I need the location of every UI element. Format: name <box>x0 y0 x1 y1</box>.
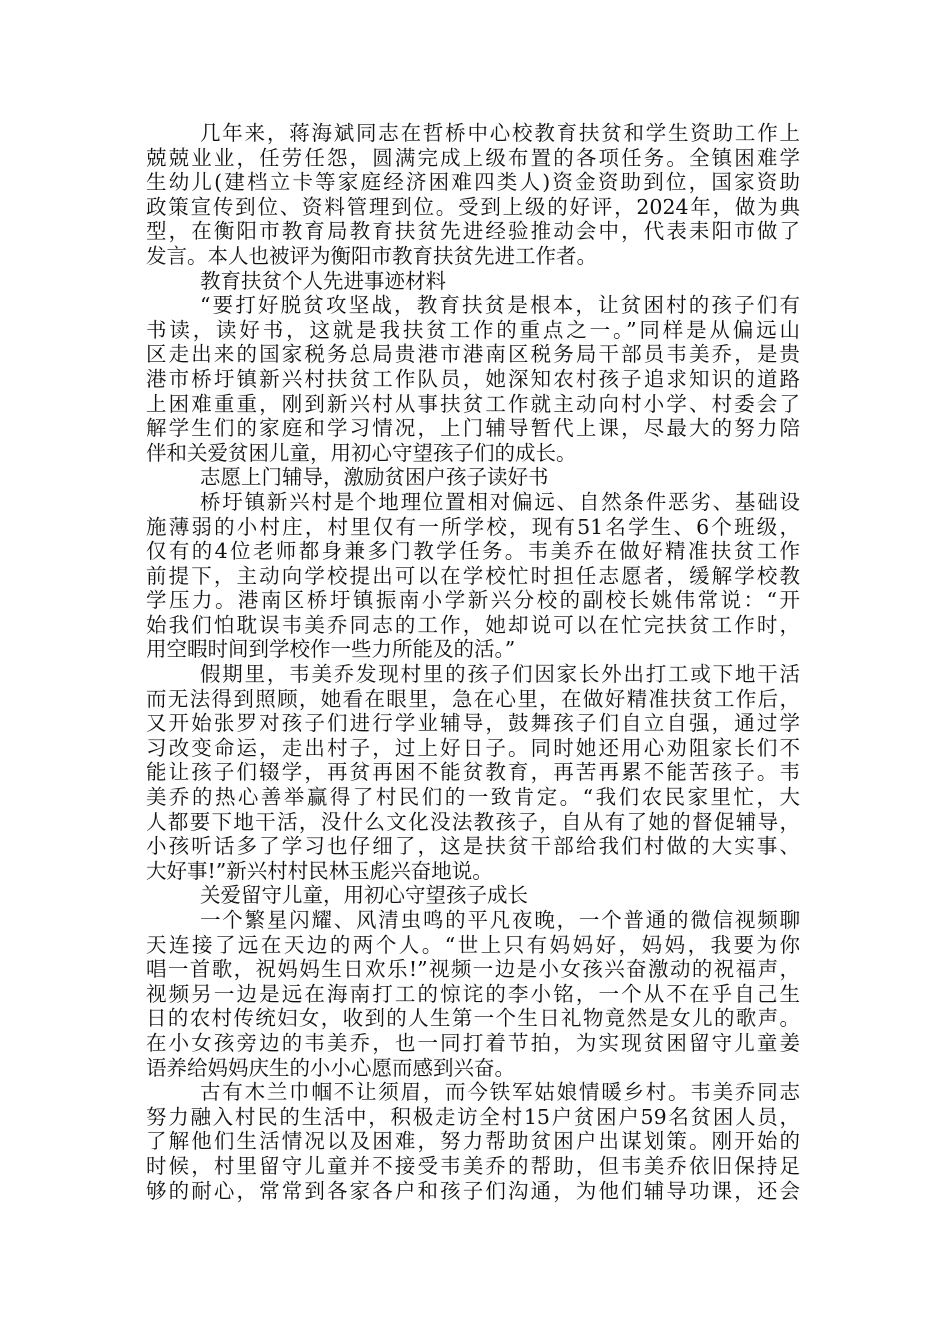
text-line: 兢兢业业，任劳任怨，圆满完成上级布置的各项任务。全镇困难学 <box>146 145 800 170</box>
text-line: 学压力。港南区桥圩镇振南小学新兴分校的副校长姚伟常说：“开 <box>146 588 800 613</box>
text-line: 一个繁星闪耀、风清虫鸣的平凡夜晚，一个普通的微信视频聊 <box>200 908 800 932</box>
text-line: 天连接了远在天边的两个人。“世上只有妈妈好，妈妈，我要为你 <box>146 932 800 957</box>
text-line: 桥圩镇新兴村是个地理位置相对偏远、自然条件恶劣、基础设 <box>200 489 800 514</box>
text-line: 始我们怕耽误韦美乔同志的工作，她却说可以在忙完扶贫工作时， <box>146 612 800 637</box>
text-line: 美乔的热心善举赢得了村民们的一致肯定。“我们农民家里忙，大 <box>146 785 800 810</box>
document-body <box>146 121 800 1203</box>
text-line: 区走出来的国家税务总局贵港市港南区税务局干部员韦美乔，是贵 <box>146 342 800 367</box>
text-line: 了解他们生活情况以及困难，努力帮助贫困户出谋划策。刚开始的 <box>146 1129 800 1154</box>
text-line: 前提下，主动向学校提出可以在学校忙时担任志愿者，缓解学校教 <box>146 563 800 588</box>
text-line: 大好事!”新兴村村民林玉彪兴奋地说。 <box>146 858 493 883</box>
text-line: 型，在衡阳市教育局教育扶贫先进经验推动会中，代表耒阳市做了 <box>146 219 800 244</box>
text-line: 假期里，韦美乔发现村里的孩子们因家长外出打工或下地干活 <box>200 662 800 687</box>
text-line: 努力融入村民的生活中，积极走访全村15户贫困户59名贫困人员， <box>146 1104 800 1129</box>
text-line: 能让孩子们辍学，再贫再困不能贫教育，再苦再累不能苦孩子。韦 <box>146 760 800 785</box>
text-line: 仅有的4位老师都身兼多门教学任务。韦美乔在做好精准扶贫工作 <box>146 539 800 564</box>
text-line: 生幼儿(建档立卡等家庭经济困难四类人)资金资助到位，国家资助 <box>146 170 800 195</box>
text-line: 小孩听话多了学习也仔细了，这是扶贫干部给我们村做的大实事、 <box>146 834 800 859</box>
text-line: 语养给妈妈庆生的小小心愿而感到兴奋。 <box>146 1055 515 1080</box>
text-line: 关爱留守儿童，用初心守望孩子成长 <box>200 883 528 908</box>
text-line: 唱一首歌，祝妈妈生日欢乐!”视频一边是小女孩兴奋激动的祝福声， <box>146 957 800 982</box>
text-line: 古有木兰巾帼不让须眉，而今铁军姑娘情暖乡村。韦美乔同志 <box>200 1080 800 1105</box>
text-line: 解学生们的家庭和学习情况，上门辅导暂代上课，尽最大的努力陪 <box>146 416 800 441</box>
text-line: 而无法得到照顾，她看在眼里，急在心里，在做好精准扶贫工作后， <box>146 686 800 711</box>
text-line: 人都要下地干活，没什么文化没法教孩子，自从有了她的督促辅导， <box>146 809 800 834</box>
text-line: “要打好脱贫攻坚战，教育扶贫是根本，让贫困村的孩子们有 <box>200 293 800 318</box>
text-line: 视频另一边是远在海南打工的惊诧的李小铭，一个从不在乎自己生 <box>146 981 800 1006</box>
text-line: 教育扶贫个人先进事迹材料 <box>200 268 446 293</box>
text-line: 发言。本人也被评为衡阳市教育扶贫先进工作者。 <box>146 243 597 268</box>
text-line: 用空暇时间到学校作一些力所能及的活。” <box>146 637 516 662</box>
text-line: 在小女孩旁边的韦美乔，也一同打着节拍，为实现贫困留守儿童姜 <box>146 1030 800 1055</box>
text-line: 上困难重重，刚到新兴村从事扶贫工作就主动向村小学、村委会了 <box>146 391 800 416</box>
text-line: 政策宣传到位、资料管理到位。受到上级的好评，2024年，做为典 <box>146 194 800 219</box>
text-line: 施薄弱的小村庄，村里仅有一所学校，现有51名学生、6个班级， <box>146 514 800 539</box>
text-line: 日的农村传统妇女，收到的人生第一个生日礼物竟然是女儿的歌声。 <box>146 1006 800 1031</box>
text-line: 港市桥圩镇新兴村扶贫工作队员，她深知农村孩子追求知识的道路 <box>146 366 800 391</box>
text-line: 又开始张罗对孩子们进行学业辅导，鼓舞孩子们自立自强，通过学 <box>146 711 800 736</box>
text-line: 时候，村里留守儿童并不接受韦美乔的帮助，但韦美乔依旧保持足 <box>146 1153 800 1178</box>
text-line: 够的耐心，常常到各家各户和孩子们沟通，为他们辅导功课，还会 <box>146 1178 800 1203</box>
text-line: 书读，读好书，这就是我扶贫工作的重点之一。”同样是从偏远山 <box>146 317 800 342</box>
text-line: 志愿上门辅导，激励贫困户孩子读好书 <box>200 465 549 490</box>
text-line: 伴和关爱贫困儿童，用初心守望孩子们的成长。 <box>146 440 577 465</box>
text-line: 习改变命运，走出村子，过上好日子。同时她还用心劝阻家长们不 <box>146 735 800 760</box>
text-line: 几年来，蒋海斌同志在哲桥中心校教育扶贫和学生资助工作上 <box>200 121 800 145</box>
